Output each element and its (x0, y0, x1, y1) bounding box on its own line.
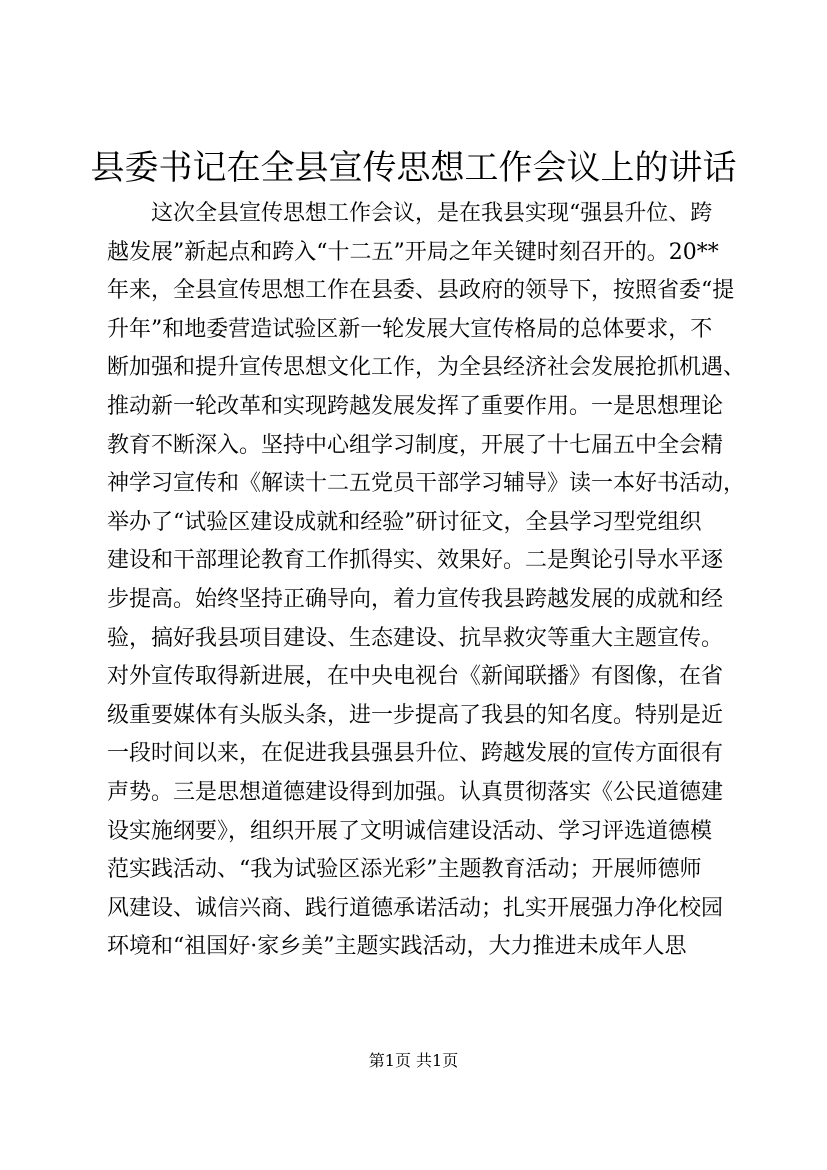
body-line: 教育不断深入。坚持中心组学习制度，开展了十七届五中全会精 (107, 432, 724, 458)
body-line: 推动新一轮改革和实现跨越发展发挥了重要作用。一是思想理论 (107, 393, 724, 419)
body-line: 举办了“试验区建设成就和经验”研讨征文，全县学习型党组织 (107, 509, 702, 535)
body-line: 升年”和地委营造试验区新一轮发展大宣传格局的总体要求，不 (107, 316, 713, 342)
body-line: 级重要媒体有头版头条，进一步提高了我县的知名度。特别是近 (107, 702, 724, 728)
body-line: 声势。三是思想道德建设得到加强。认真贯彻落实《公民道德建 (107, 779, 724, 805)
body-line: 步提高。始终坚持正确导向，着力宣传我县跨越发展的成就和经 (107, 586, 724, 612)
body-line: 越发展”新起点和跨入“十二五”开局之年关键时刻召开的。20** (107, 239, 719, 265)
body-line: 设实施纲要》，组织开展了文明诚信建设活动、学习评选道德模 (107, 818, 713, 844)
body-line: 神学习宣传和《解读十二五党员干部学习辅导》读一本好书活动， (107, 471, 746, 497)
document-body (107, 195, 747, 967)
body-line: 环境和“祖国好·家乡美”主题实践活动，大力推进未成年人思 (107, 934, 687, 960)
body-line: 对外宣传取得新进展，在中央电视台《新闻联播》有图像，在省 (107, 664, 724, 690)
document-title: 县委书记在全县宣传思想工作会议上的讲话 (90, 148, 737, 188)
body-line: 这次全县宣传思想工作会议，是在我县实现“强县升位、跨 (151, 201, 713, 226)
body-line: 验，搞好我县项目建设、生态建设、抗旱救灾等重大主题宣传。 (107, 625, 724, 651)
body-line: 风建设、诚信兴商、践行道德承诺活动；扎实开展强力净化校园 (107, 895, 724, 921)
page-number-footer: 第1页 共1页 (368, 1051, 459, 1070)
body-line: 建设和干部理论教育工作抓得实、效果好。二是舆论引导水平逐 (107, 548, 724, 574)
body-line: 一段时间以来，在促进我县强县升位、跨越发展的宣传方面很有 (107, 741, 724, 767)
body-line: 断加强和提升宣传思想文化工作，为全县经济社会发展抢抓机遇、 (107, 355, 746, 381)
body-line: 范实践活动、“我为试验区添光彩”主题教育活动；开展师德师 (107, 857, 702, 883)
body-line: 年来，全县宣传思想工作在县委、县政府的领导下，按照省委“提 (107, 278, 735, 304)
